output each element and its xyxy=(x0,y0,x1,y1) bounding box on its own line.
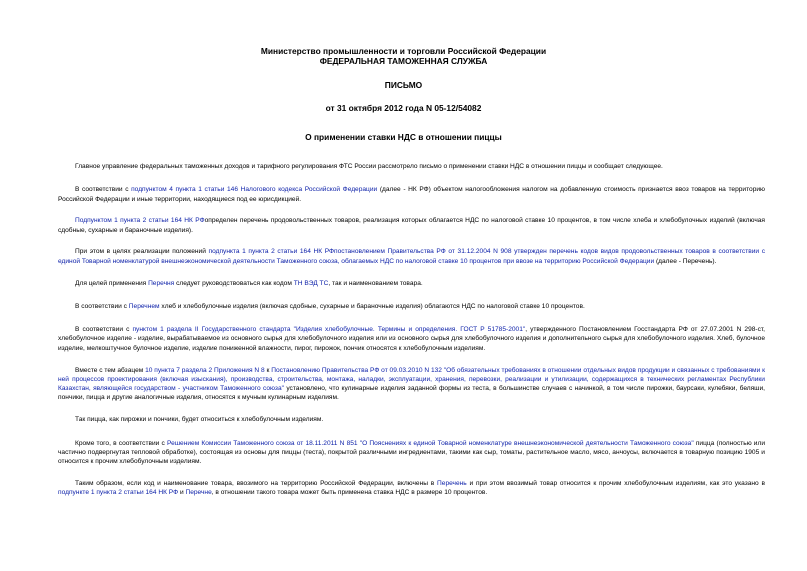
paragraph-1 xyxy=(58,162,765,171)
link-government-resolution-908[interactable]: постановлением Правительства РФ от 31.12.2004 N 908 утвержден перечень кодов видов продовольственных товаров в соответствии с единой Товарной номенклатурой внешнеэкономической деятельности Таможенного союза, облагаемых НДС по налоговой ставке 10 процентов при ввозе на территорию Российской Федерации xyxy=(58,248,765,265)
paragraph-text: хлеб и хлебобулочные изделия (включая сдобные, сухарные и бараночные изделия) облагаются НДС по налоговой ставке 10 процентов. xyxy=(159,302,585,310)
ministry-heading: Министерство промышленности и торговли Российской Федерации xyxy=(260,46,547,56)
paragraph-2 xyxy=(58,185,765,204)
paragraph-5 xyxy=(58,279,765,288)
paragraph-text: (далее - Перечень). xyxy=(654,257,717,265)
paragraph-8 xyxy=(58,366,765,403)
paragraph-text: следует руководствоваться как кодом xyxy=(174,279,294,287)
link-list[interactable]: Перечнем xyxy=(128,302,160,310)
paragraph-text: определен перечень продовольственных товаров, реализация которых облагается НДС по налоговой ставке 10 процентов, в том числе хлеба и хлебобулочных изделий (включая сдобные, сухарные и бараночные изделия). xyxy=(58,217,766,234)
paragraph-3 xyxy=(58,216,765,235)
paragraph-text: , в отношении такого товара может быть применена ставка НДС в размере 10 процентов. xyxy=(211,489,488,497)
paragraph-text: , так и наименованием товара. xyxy=(328,279,423,287)
paragraph-text: При этом в целях реализации положений xyxy=(75,248,209,256)
link-tn-ved[interactable]: ТН ВЭД ТС xyxy=(293,279,329,287)
paragraph-4 xyxy=(58,247,765,266)
paragraph-text: и при этом ввозимый товар относится к прочим хлебобулочным изделиям, как это указано в xyxy=(466,479,765,487)
paragraph-7 xyxy=(58,325,765,353)
paragraph-text: Главное управление федеральных таможенных доходов и тарифного регулирования ФТС России рассмотрело письмо о применении ставки НДС в отношении пиццы и сообщает следующее. xyxy=(75,163,663,170)
link-appendix-8[interactable]: 10 пункта 7 раздела 2 Приложения N 8 xyxy=(145,366,265,374)
paragraph-text: Так пицца, как пирожки и пончики, будет относиться к хлебобулочным изделиям. xyxy=(75,416,324,424)
link-list[interactable]: Перечня xyxy=(148,279,175,287)
paragraph-text: В соответствии с xyxy=(75,326,133,334)
paragraph-text: пицца (полностью или частично подвергнутая тепловой обработке), состоящая из основы для пиццы (теста), покрытой различными ингредиентами, такими как сыр, томаты, растительное масло, мясо, анчоусы, включается в товарную позицию 1905 и относится к прочим хлебобулочным изделиям. xyxy=(58,439,766,466)
link-tax-code-164[interactable]: подпункте 1 пункта 2 статьи 164 НК РФ xyxy=(58,489,179,497)
paragraph-6 xyxy=(58,302,765,311)
link-list[interactable]: Перечне xyxy=(185,489,212,497)
paragraph-text: (далее - НК РФ) объектом налогообложения налогом на добавленную стоимость признается ввоз товаров на территорию Российской Федерации и иные территории, находящиеся под ее юрисдикцией. xyxy=(58,186,765,203)
link-tax-code-146[interactable]: подпунктом 4 пункта 1 статьи 146 Налогового кодекса Российской Федерации xyxy=(131,186,378,194)
link-commission-decision-851[interactable]: Решением Комиссии Таможенного союза от 18.11.2011 N 851 "О Пояснениях к единой Товарной номенклатуре внешнеэкономической деятельности Таможенного союза" xyxy=(166,439,694,447)
paragraph-text: установлено, что кулинарные изделия заданной формы из теста, в большинстве случаев с начинкой, в том числе пирожки, баурсаки, кулебяки, беляши, пончики, пицца и другие аналогичные изделия, относятся к мучным кулинарным изделиям. xyxy=(58,385,765,402)
link-gost-51785[interactable]: пунктом 1 раздела II Государственного стандарта "Изделия хлебобулочные. Термины и определения. ГОСТ Р 51785-2001" xyxy=(132,326,526,334)
link-tax-code-164[interactable]: Подпунктом 1 пункта 2 статьи 164 НК РФ xyxy=(75,217,205,225)
link-government-resolution-132[interactable]: Постановлению Правительства РФ от 09.03.2010 N 132 "Об обязательных требованиях в отношении отдельных видов продукции и связанных с требованиями к ней процессов проектирования (включая изыскания), производства, строительства, монтажа, наладки, эксплуатации, хранения, перевозки, реализации и утилизации, содержащихся в технических регламентах Республики Казахстан, являющейся государством - участником Таможенного союза" xyxy=(58,366,765,393)
paragraph-text: Для целей применения xyxy=(75,279,149,287)
paragraph-text: В соответствии с xyxy=(75,302,129,310)
paragraph-10 xyxy=(58,439,765,467)
link-list[interactable]: Перечень xyxy=(437,479,467,487)
link-tax-code-164[interactable]: подпункта 1 пункта 2 статьи 164 НК РФ xyxy=(208,248,335,256)
paragraph-text: Таким образом, если код и наименование товара, ввозимого на территорию Российской Федерации, включены в xyxy=(75,479,438,487)
paragraph-text: Кроме того, в соответствии с xyxy=(75,439,167,447)
paragraph-text: к xyxy=(264,366,272,374)
paragraph-text: Вместе с тем абзацем xyxy=(75,366,146,374)
paragraph-9 xyxy=(58,415,765,424)
paragraph-text: и xyxy=(178,489,186,497)
paragraph-text: В соответствии с xyxy=(75,186,132,194)
document-type: ПИСЬМО xyxy=(384,80,423,90)
document-date-number: от 31 октября 2012 года N 05-12/54082 xyxy=(325,103,482,113)
document-subject: О применении ставки НДС в отношении пиццы xyxy=(305,132,502,142)
service-heading: ФЕДЕРАЛЬНАЯ ТАМОЖЕННАЯ СЛУЖБА xyxy=(319,56,488,66)
document-body xyxy=(58,162,765,510)
paragraph-text: , утвержденного Постановлением Госстандарта РФ от 27.07.2001 N 298-ст, хлебобулочное изделие - изделие, вырабатываемое из основного сырья для хлебобулочного изделия или из основного сырья для хлебобулочного изделия и дополнительного сырья для хлебобулочного изделия. Хлеб, булочное изделие, мелкоштучное булочное изделие, изделие пониженной влажности, пирог, пирожок, пончик относятся к хлебобулочным изделиям. xyxy=(58,326,766,352)
paragraph-11 xyxy=(58,479,765,498)
